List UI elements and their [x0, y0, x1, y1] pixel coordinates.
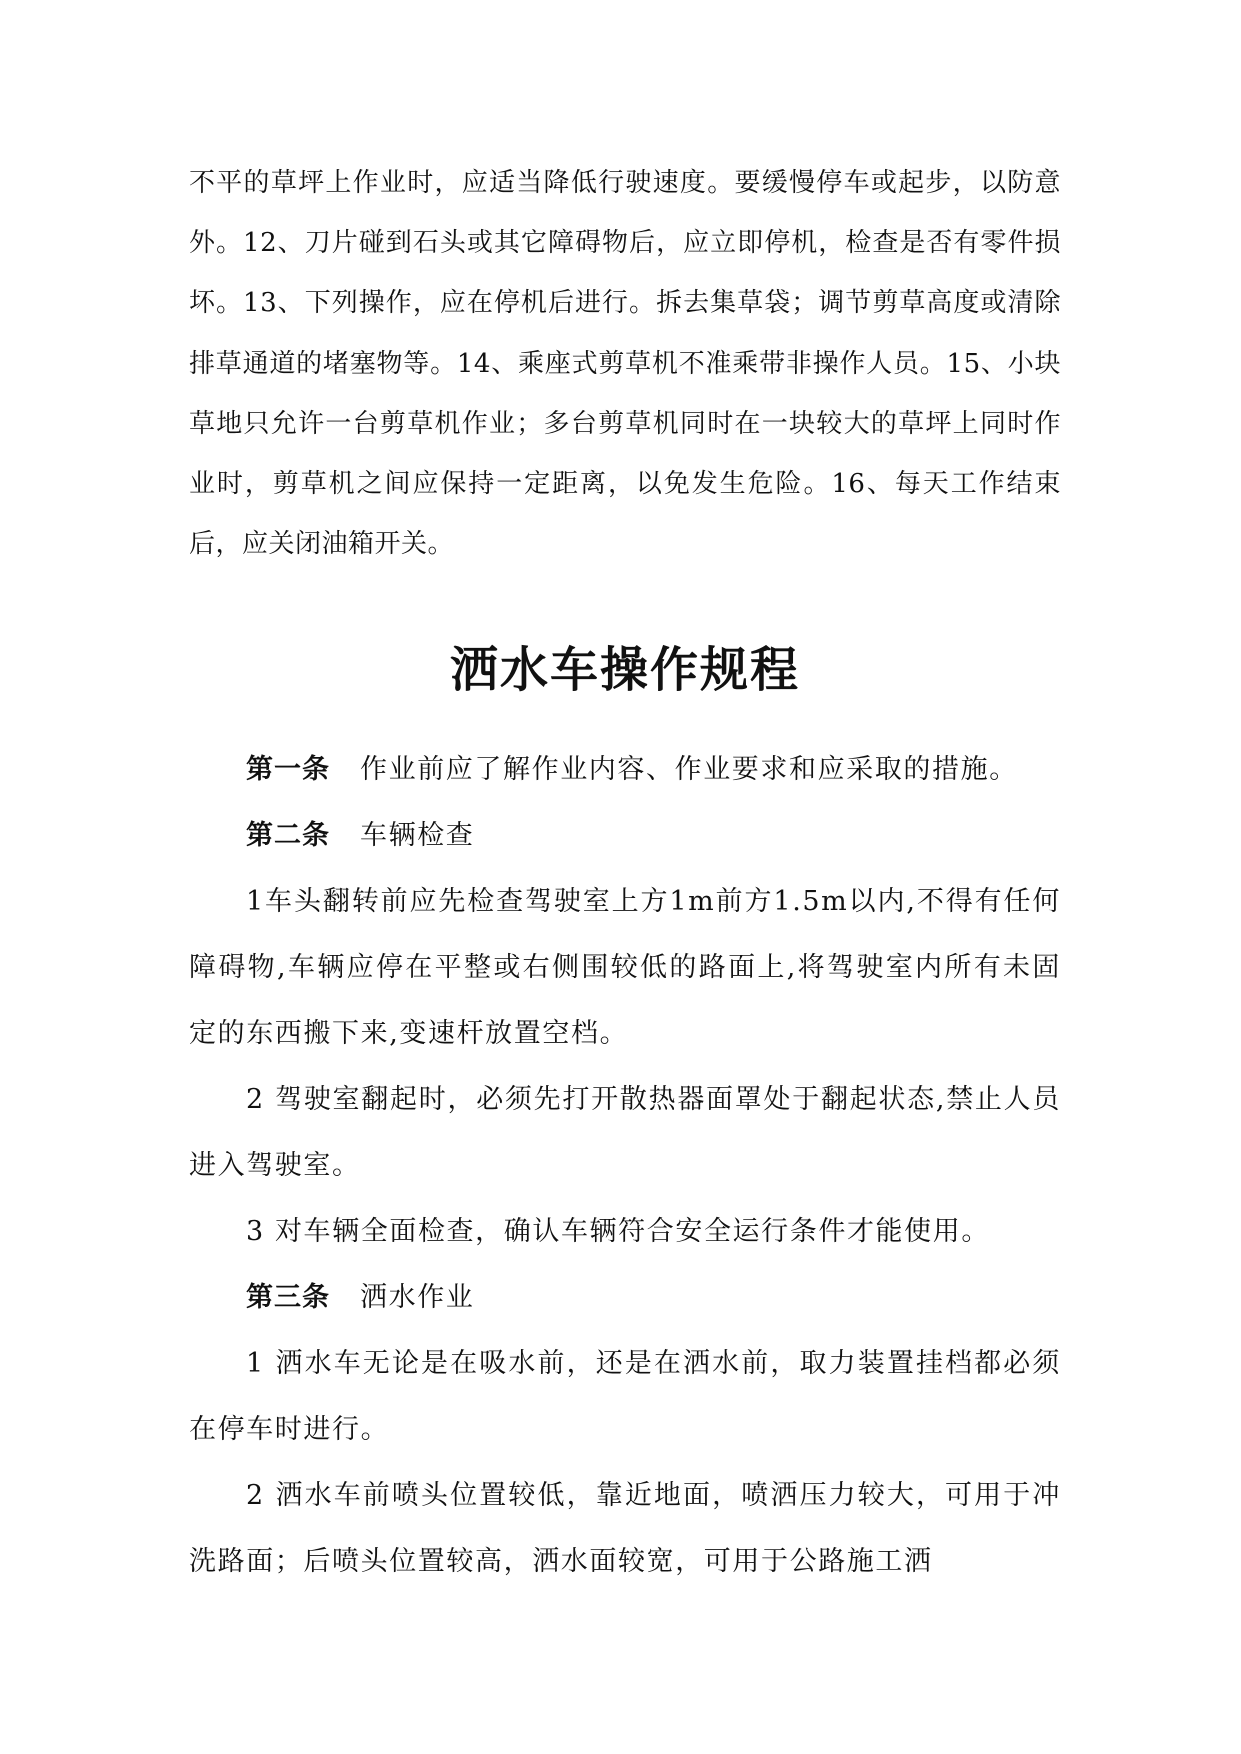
article-3-text: 洒水作业	[360, 1282, 475, 1313]
article-3-item-2: 2 洒水车前喷头位置较低，靠近地面，喷洒压力较大，可用于冲洗路面；后喷头位置较高，洒水面较宽，可用于公路施工洒	[189, 1480, 1061, 1577]
article-2-label: 第二条	[246, 820, 330, 851]
article-2-item-1: 1车头翻转前应先检查驾驶室上方1m前方1.5m以内,不得有任何障碍物,车辆应停在平整或右侧围较低的路面上,将驾驶室内所有未固定的东西搬下来,变速杆放置空档。	[189, 886, 1061, 1049]
rules-section	[189, 737, 1061, 1595]
intro-paragraph: 不平的草坪上作业时，应适当降低行驶速度。要缓慢停车或起步，以防意外。12、刀片碰到石头或其它障碍物后，应立即停机，检查是否有零件损坏。13、下列操作，应在停机后进行。拆去集草袋；调节剪草高度或清除排草通道的堵塞物等。14、乘座式剪草机不准乘带非操作人员。15、小块草地只允许一台剪草机作业；多台剪草机同时在一块较大的草坪上同时作业时，剪草机之间应保持一定距离，以免发生危险。16、每天工作结束后，应关闭油箱开关。	[189, 168, 1061, 560]
intro-section	[189, 153, 1061, 574]
article-2	[189, 803, 1061, 869]
article-3-item-1: 1 洒水车无论是在吸水前，还是在洒水前，取力装置挂档都必须在停车时进行。	[189, 1348, 1061, 1445]
document-title: 洒水车操作规程	[449, 642, 800, 699]
article-2-item-3: 3 对车辆全面检查，确认车辆符合安全运行条件才能使用。	[246, 1216, 990, 1247]
article-1-label: 第一条	[246, 754, 330, 785]
article-1-text: 作业前应了解作业内容、作业要求和应采取的措施。	[360, 754, 1018, 785]
article-2-text: 车辆检查	[360, 820, 475, 851]
article-3-label: 第三条	[246, 1282, 330, 1313]
article-2-item-2: 2 驾驶室翻起时，必须先打开散热器面罩处于翻起状态,禁止人员进入驾驶室。	[189, 1084, 1061, 1181]
article-3	[189, 1265, 1061, 1331]
article-1	[189, 737, 1061, 803]
